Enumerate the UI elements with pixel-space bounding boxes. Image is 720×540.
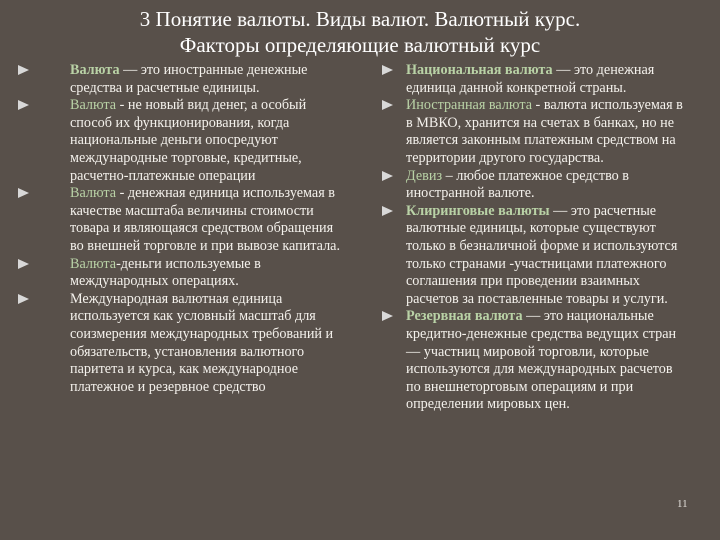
triangle-bullet-icon — [382, 100, 393, 110]
triangle-bullet-icon — [382, 206, 393, 216]
left-bullet-5 — [18, 291, 350, 397]
definition-text: – любое платежное средство в иностранной валюте. — [406, 167, 630, 202]
term-currency: Валюта — [70, 62, 120, 78]
right-bullet-5 — [382, 308, 688, 414]
left-column — [18, 62, 350, 396]
right-bullet-1 — [382, 62, 688, 97]
term-currency: Валюта — [70, 255, 117, 272]
term-national-currency: Национальная валюта — [406, 62, 553, 78]
term-reserve-currency: Резервная валюта — [406, 308, 523, 325]
definition-text: — это иностранные денежные средства и расчетные единицы. — [70, 62, 308, 96]
slide-title — [60, 6, 660, 58]
right-bullet-4 — [382, 203, 688, 309]
definition-text: -деньги используемые в международных операциях. — [70, 255, 261, 290]
page-number: 11 — [677, 498, 688, 510]
right-bullet-3 — [382, 168, 688, 203]
definition-text: - не новый вид денег, а особый способ их функционирования, когда национальные деньги опосредуют международные торговые, кредитные, расчетно-платежные операции — [70, 97, 307, 184]
triangle-bullet-icon — [382, 311, 393, 321]
right-bullet-2 — [382, 97, 688, 167]
definition-text: Международная валютная единица используется как условный масштаб для соизмерения международных требований и обязательств, установления валютного паритета и курса, как международное платежное и резервное средство — [70, 290, 334, 395]
term-clearing-currencies: Клиринговые валюты — [406, 202, 550, 219]
triangle-bullet-icon — [18, 65, 29, 75]
left-bullet-3 — [18, 185, 350, 255]
term-currency: Валюта — [70, 185, 117, 202]
left-bullet-4 — [18, 256, 350, 291]
left-bullet-1 — [18, 62, 350, 97]
left-bullet-2 — [18, 97, 350, 185]
definition-text: — это денежная единица данной конкретной страны. — [406, 62, 655, 96]
triangle-bullet-icon — [382, 171, 393, 181]
triangle-bullet-icon — [18, 100, 29, 110]
slide-title-line-2: Факторы определяющие валютный курс — [179, 33, 541, 57]
triangle-bullet-icon — [18, 294, 29, 304]
definition-text: - денежная единица используемая в качестве масштаба величины стоимости товара и являющаяся средством обращения во внешней торговле и при вывозе капитала. — [70, 185, 341, 254]
term-deviz: Девиз — [406, 167, 443, 184]
definition-text: — это расчетные валютные единицы, которые существуют только в безналичной форме и используются только странами -участницами платежного соглашения при проведении взаимных расчетов за поставленные товары и услуги. — [406, 202, 678, 307]
term-currency: Валюта — [70, 97, 117, 114]
definition-text: - валюта используемая в в МВКО, хранится на счетах в банках, но не является законным платежным средством на территории другого государства. — [406, 97, 683, 166]
definition-text: — это национальные кредитно-денежные средства ведущих стран — участниц мировой торговли, которые используются для международных расчетов по внешнеторговым операциям и при определении мировых цен. — [406, 308, 677, 413]
triangle-bullet-icon — [18, 259, 29, 269]
triangle-bullet-icon — [382, 65, 393, 75]
triangle-bullet-icon — [18, 188, 29, 198]
right-column — [382, 62, 688, 414]
slide-title-line-1: 3 Понятие валюты. Виды валют. Валютный курс. — [139, 7, 581, 31]
term-foreign-currency: Иностранная валюта — [406, 97, 532, 114]
